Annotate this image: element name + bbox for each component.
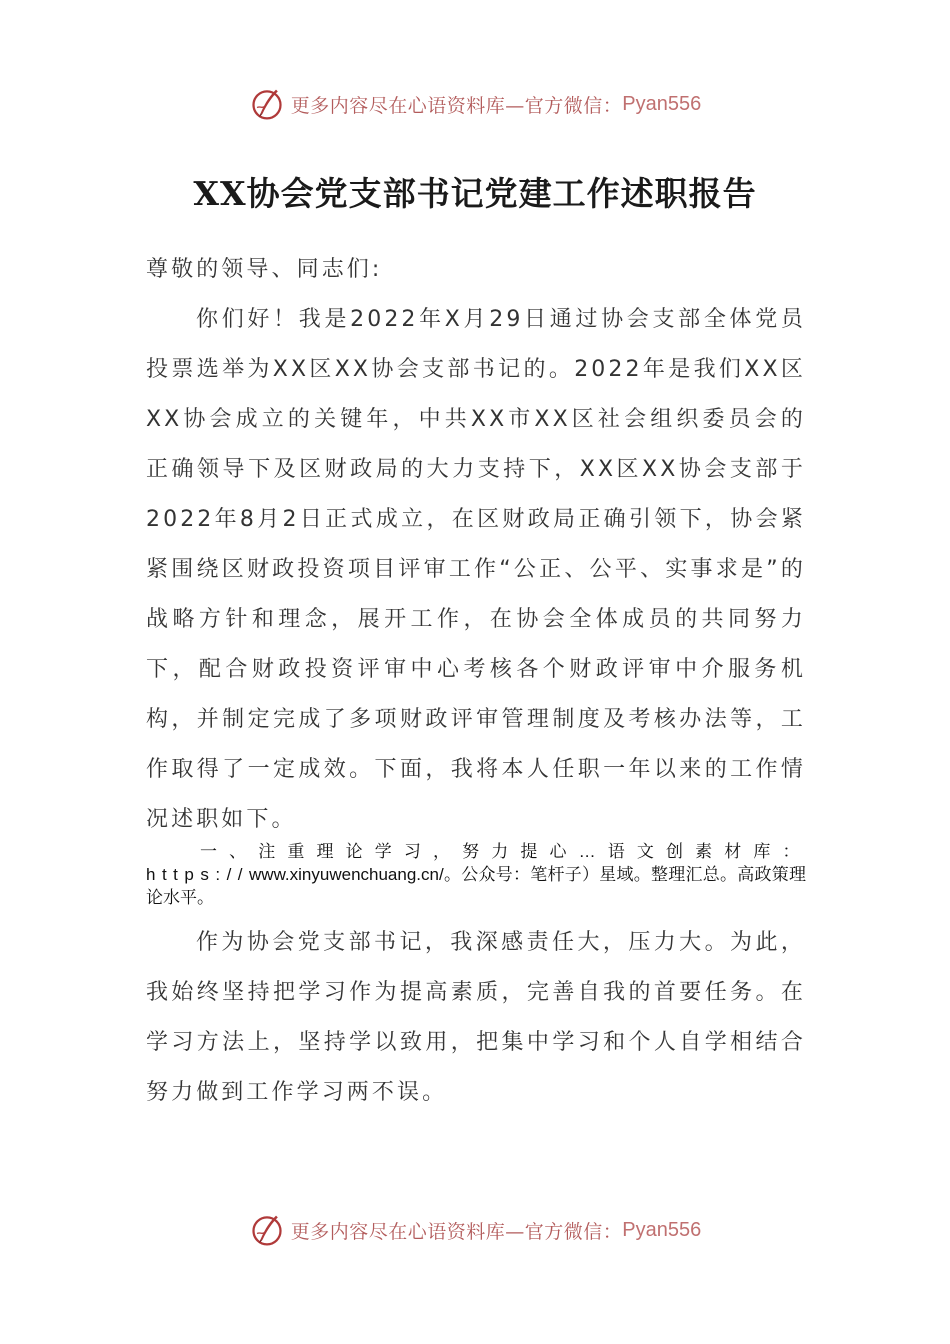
document-title: XX协会党支部书记党建工作述职报告 <box>193 174 757 213</box>
section-heading-1-rest: www.xinyuwenchuang.cn/。公众号：笔杆子）星域。整理汇总。高政策理论水平。 <box>146 865 806 907</box>
footer-banner <box>0 1210 950 1250</box>
section-heading-1 <box>146 840 806 909</box>
paragraph-study: 作为协会党支部书记，我深感责任大，压力大。为此，我始终坚持把学习作为提高素质，完善自我的首要任务。在学习方法上，坚持学以致用，把集中学习和个人自学相结合努力做到工作学习两不误。 <box>146 930 806 1105</box>
greeting: 尊敬的领导、同志们: <box>146 257 383 282</box>
paragraph-intro: 你们好！我是2022年X月29日通过协会支部全体党员投票选举为XX区XX协会支部书记的。2022年是我们XX区XX协会成立的关键年，中共XX市XX区社会组织委员会的正确领导下及区财政局的大力支持下，XX区XX协会支部于2022年8月2日正式成立，在区财政局正确引领下，协会紧紧围绕区财政投资项目评审工作“公正、公平、实事求是”的战略方针和理念，展开工作，在协会全体成员的共同努力下，配合财政投资评审中心考核各个财政评审中介服务机构，并制定完成了多项财政评审管理制度及考核办法等，工作取得了一定成效。下面，我将本人任职一年以来的工作情况述职如下。 <box>146 307 806 832</box>
quill-pen-logo-icon <box>249 86 285 122</box>
banner-wechat-id: Pyan556 <box>622 92 702 115</box>
section-heading-1-lead: 一、注重理论学习，努力提心…语文创素材库：https:// <box>146 842 806 884</box>
banner-wechat-id: Pyan556 <box>622 1218 702 1241</box>
banner-text: 更多内容尽在心语资料库—官方微信： <box>290 94 623 117</box>
header-banner <box>0 84 950 124</box>
quill-pen-logo-icon <box>249 1212 285 1248</box>
banner-text: 更多内容尽在心语资料库—官方微信： <box>290 1220 623 1243</box>
